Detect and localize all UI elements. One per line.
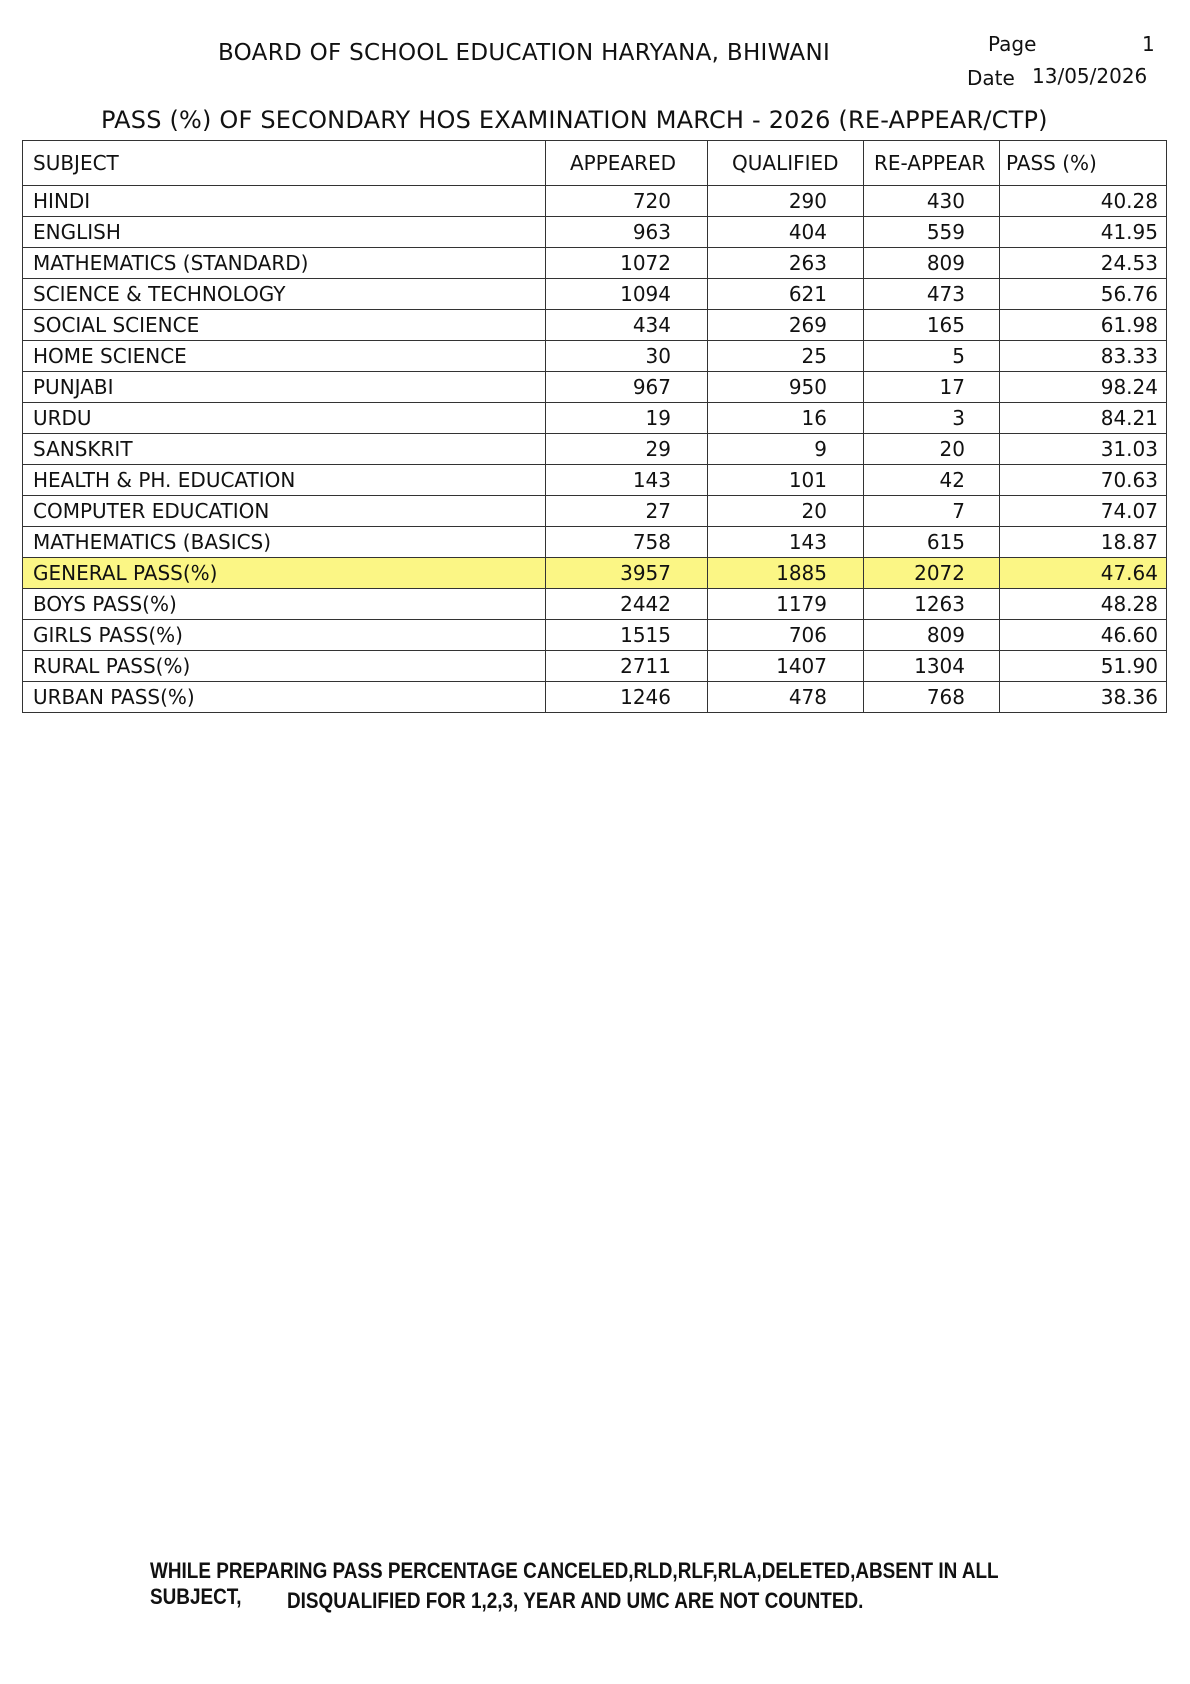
cell-appeared: 2711 [546,651,708,682]
cell-qualified: 16 [708,403,864,434]
cell-appeared: 143 [546,465,708,496]
cell-appeared: 29 [546,434,708,465]
cell-pass: 84.21 [1000,403,1167,434]
table-row [23,527,1167,558]
cell-reappear: 430 [864,186,1000,217]
cell-qualified: 1179 [708,589,864,620]
cell-pass: 41.95 [1000,217,1167,248]
cell-subject: SANSKRIT [23,434,546,465]
cell-appeared: 434 [546,310,708,341]
table-row [23,403,1167,434]
cell-reappear: 1304 [864,651,1000,682]
table-row [23,682,1167,713]
cell-pass: 38.36 [1000,682,1167,713]
cell-qualified: 25 [708,341,864,372]
cell-subject: PUNJABI [23,372,546,403]
cell-appeared: 758 [546,527,708,558]
cell-qualified: 263 [708,248,864,279]
cell-pass: 83.33 [1000,341,1167,372]
cell-appeared: 3957 [546,558,708,589]
footnote-line-1: WHILE PREPARING PASS PERCENTAGE CANCELED,RLD,RLF,RLA,DELETED,ABSENT IN ALL SUBJECT, [150,1558,999,1609]
report-title: PASS (%) OF SECONDARY HOS EXAMINATION MARCH - 2026 (RE-APPEAR/CTP) [101,106,1048,134]
cell-pass: 74.07 [1000,496,1167,527]
cell-appeared: 963 [546,217,708,248]
cell-pass: 40.28 [1000,186,1167,217]
table-row [23,341,1167,372]
table-row [23,372,1167,403]
board-title: BOARD OF SCHOOL EDUCATION HARYANA, BHIWANI [218,40,831,66]
table-row [23,310,1167,341]
cell-subject: HOME SCIENCE [23,341,546,372]
page-label: Page [988,32,1037,56]
cell-qualified: 290 [708,186,864,217]
cell-appeared: 1246 [546,682,708,713]
cell-reappear: 20 [864,434,1000,465]
cell-pass: 24.53 [1000,248,1167,279]
table-row [23,248,1167,279]
cell-appeared: 1094 [546,279,708,310]
table-row [23,651,1167,682]
table-row [23,465,1167,496]
table-row [23,496,1167,527]
table-row [23,217,1167,248]
cell-pass: 18.87 [1000,527,1167,558]
date-value: 13/05/2026 [1032,64,1148,88]
page-number: 1 [1142,32,1155,56]
cell-qualified: 143 [708,527,864,558]
cell-qualified: 1885 [708,558,864,589]
cell-pass: 61.98 [1000,310,1167,341]
cell-qualified: 1407 [708,651,864,682]
cell-pass: 56.76 [1000,279,1167,310]
cell-reappear: 17 [864,372,1000,403]
cell-reappear: 42 [864,465,1000,496]
table-header-row [23,141,1167,186]
table-row [23,620,1167,651]
footnote-line-2: DISQUALIFIED FOR 1,2,3, YEAR AND UMC ARE NOT COUNTED. [287,1588,864,1613]
cell-subject: HEALTH & PH. EDUCATION [23,465,546,496]
cell-subject: RURAL PASS(%) [23,651,546,682]
cell-reappear: 615 [864,527,1000,558]
cell-appeared: 720 [546,186,708,217]
cell-reappear: 559 [864,217,1000,248]
cell-appeared: 19 [546,403,708,434]
cell-qualified: 478 [708,682,864,713]
column-header-qualified: QUALIFIED [708,141,864,186]
cell-subject: URDU [23,403,546,434]
cell-pass: 46.60 [1000,620,1167,651]
table-body [23,186,1167,713]
cell-subject: MATHEMATICS (STANDARD) [23,248,546,279]
cell-pass: 51.90 [1000,651,1167,682]
results-table [22,140,1167,713]
cell-reappear: 165 [864,310,1000,341]
cell-reappear: 809 [864,248,1000,279]
table-row [23,589,1167,620]
cell-pass: 47.64 [1000,558,1167,589]
cell-reappear: 3 [864,403,1000,434]
table-row [23,186,1167,217]
cell-qualified: 404 [708,217,864,248]
cell-subject: SCIENCE & TECHNOLOGY [23,279,546,310]
cell-reappear: 473 [864,279,1000,310]
cell-appeared: 967 [546,372,708,403]
cell-pass: 98.24 [1000,372,1167,403]
cell-subject: URBAN PASS(%) [23,682,546,713]
cell-reappear: 1263 [864,589,1000,620]
cell-subject: SOCIAL SCIENCE [23,310,546,341]
cell-qualified: 20 [708,496,864,527]
cell-subject: GIRLS PASS(%) [23,620,546,651]
cell-reappear: 7 [864,496,1000,527]
cell-reappear: 2072 [864,558,1000,589]
cell-appeared: 27 [546,496,708,527]
cell-appeared: 1072 [546,248,708,279]
cell-appeared: 1515 [546,620,708,651]
cell-qualified: 706 [708,620,864,651]
column-header-reappear: RE-APPEAR [864,141,1000,186]
cell-qualified: 621 [708,279,864,310]
cell-pass: 70.63 [1000,465,1167,496]
column-header-pass: PASS (%) [1000,141,1167,186]
cell-qualified: 9 [708,434,864,465]
cell-reappear: 5 [864,341,1000,372]
table-row [23,434,1167,465]
cell-appeared: 2442 [546,589,708,620]
table-row [23,279,1167,310]
date-label: Date [967,66,1015,90]
column-header-subject: SUBJECT [23,141,546,186]
cell-subject: ENGLISH [23,217,546,248]
cell-subject: HINDI [23,186,546,217]
cell-pass: 48.28 [1000,589,1167,620]
cell-subject: GENERAL PASS(%) [23,558,546,589]
cell-reappear: 809 [864,620,1000,651]
cell-reappear: 768 [864,682,1000,713]
cell-subject: BOYS PASS(%) [23,589,546,620]
cell-pass: 31.03 [1000,434,1167,465]
column-header-appeared: APPEARED [546,141,708,186]
cell-appeared: 30 [546,341,708,372]
cell-subject: COMPUTER EDUCATION [23,496,546,527]
cell-qualified: 269 [708,310,864,341]
cell-subject: MATHEMATICS (BASICS) [23,527,546,558]
cell-qualified: 101 [708,465,864,496]
table-row-highlighted [23,558,1167,589]
cell-qualified: 950 [708,372,864,403]
